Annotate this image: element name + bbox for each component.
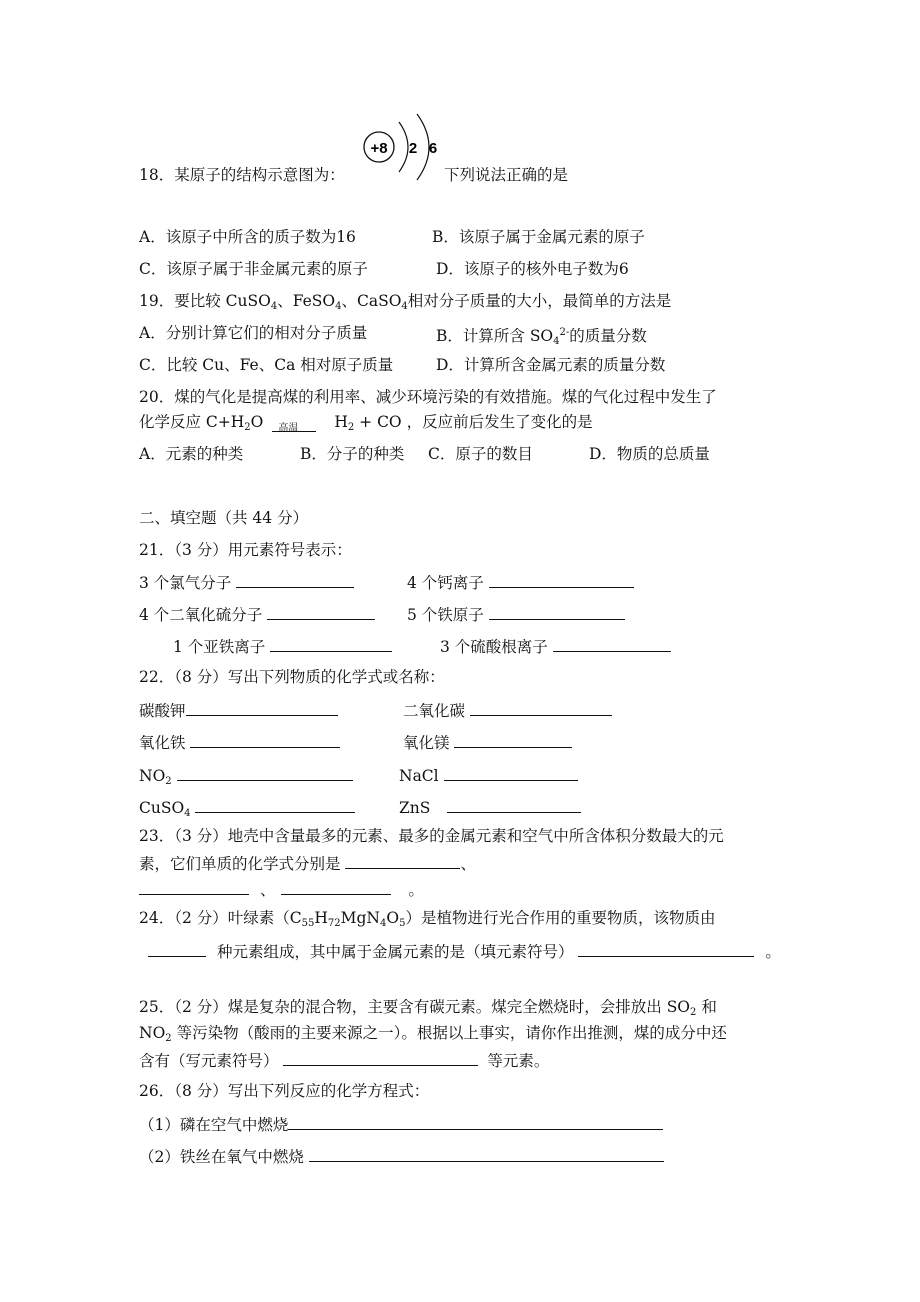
- answer-blank[interactable]: [190, 731, 340, 748]
- q18-stem: [139, 165, 345, 185]
- q21-item2: 4 个钙离子: [407, 571, 634, 593]
- section-2-title: 二、填空题（共 44 分）: [139, 509, 309, 527]
- q20-option-b: B．分子的种类: [300, 445, 405, 463]
- q19-option-c: C．比较 Cu、Fe、Ca 相对原子质量: [139, 356, 394, 374]
- answer-blank[interactable]: [148, 940, 206, 957]
- q18-option-d: D．该原子的核外电子数为6: [436, 260, 629, 278]
- q25-line3: 含有（写元素符号） 等元素。: [139, 1049, 549, 1071]
- answer-blank[interactable]: [283, 1049, 478, 1066]
- answer-blank[interactable]: [470, 699, 612, 716]
- q26-item1: （1）磷在空气中燃烧: [139, 1113, 663, 1135]
- answer-blank[interactable]: [270, 635, 392, 652]
- q21-item3: 4 个二氧化硫分子: [139, 603, 375, 625]
- answer-blank[interactable]: [236, 571, 354, 588]
- answer-blank[interactable]: [345, 852, 460, 869]
- q21-item6: 3 个硫酸根离子: [440, 635, 671, 657]
- answer-blank[interactable]: [177, 764, 353, 781]
- q21-item4: 5 个铁原子: [407, 603, 625, 625]
- answer-blank[interactable]: [195, 796, 355, 813]
- answer-blank[interactable]: [281, 878, 391, 895]
- q22-stem: 22．（8 分）写出下列物质的化学式或名称：: [139, 668, 445, 686]
- answer-blank[interactable]: [454, 731, 572, 748]
- q21-item5: 1 个亚铁离子: [173, 635, 392, 657]
- q20-option-d: D．物质的总质量: [589, 445, 710, 463]
- answer-blank[interactable]: [139, 878, 249, 895]
- shell-arc-2: [417, 114, 429, 180]
- q20-line1: 20．煤的气化是提高煤的利用率、减少环境污染的有效措施。煤的气化过程中发生了: [139, 388, 717, 406]
- q18-stem-b: 下列说法正确的是: [444, 166, 569, 184]
- q18-option-c: C．该原子属于非金属元素的原子: [139, 260, 368, 278]
- q22-item6: NaCl: [399, 764, 578, 786]
- nucleus-charge: +8: [370, 140, 388, 157]
- q22-item5: $NO_2$: [139, 764, 353, 792]
- q19-option-d: D．计算所含金属元素的质量分数: [436, 356, 666, 374]
- answer-blank[interactable]: [553, 635, 671, 652]
- shell2-electrons: 6: [428, 140, 438, 157]
- q23-line3: 、 。: [139, 878, 424, 900]
- q20-line2: 化学反应 $C+H_2O$ 高温 $H_2$ + CO ，反应前后发生了变化的是: [139, 413, 593, 434]
- q22-item7: CuSO$_4$: [139, 796, 355, 824]
- q18-option-a: A．该原子中所含的质子数为16: [139, 228, 356, 246]
- answer-blank[interactable]: [578, 940, 754, 957]
- q26-item2: （2）铁丝在氧气中燃烧: [139, 1145, 664, 1167]
- q22-item1: 碳酸钾: [139, 699, 338, 721]
- q24-line1: 24．（2 分）叶绿素$(C_{55}H_{72}MgN_4O_5)$是植物进行光合作用的重要物质，该物质由: [139, 909, 716, 929]
- q23-line2: 素，它们单质的化学式分别是 、: [139, 852, 476, 874]
- q21-stem: 21．（3 分）用元素符号表示：: [139, 541, 352, 559]
- answer-blank[interactable]: [444, 764, 578, 781]
- answer-blank[interactable]: [288, 1113, 663, 1130]
- answer-blank[interactable]: [447, 796, 581, 813]
- answer-blank[interactable]: [489, 603, 625, 620]
- answer-blank[interactable]: [186, 699, 338, 716]
- q21-item1: 3 个氯气分子: [139, 571, 354, 593]
- q18-option-b: B．该原子属于金属元素的原子: [432, 228, 645, 246]
- atom-structure-diagram: [355, 110, 450, 185]
- q26-stem: 26．（8 分）写出下列反应的化学方程式：: [139, 1082, 430, 1100]
- q19-stem: 19．要比较 CuSO$_4$、FeSO$_4$、CaSO$_4$相对分子质量的大小，最简单的方法是: [139, 292, 672, 312]
- q22-item2: 二氧化碳: [403, 699, 612, 721]
- q20-option-a: A．元素的种类: [139, 445, 244, 463]
- q20-option-c: C．原子的数目: [428, 445, 533, 463]
- q19-option-b: B．计算所含 $SO_4^{2-}$的质量分数: [436, 327, 647, 347]
- answer-blank[interactable]: [309, 1145, 664, 1162]
- shell-arc-1: [399, 122, 408, 172]
- q22-item3: 氧化铁: [139, 731, 340, 753]
- q22-item4: 氧化镁: [403, 731, 572, 753]
- q18-stem-text: 18．某原子的结构示意图为：: [139, 166, 345, 184]
- shell1-electrons: 2: [408, 140, 418, 157]
- q25-line1: 25．（2 分）煤是复杂的混合物，主要含有碳元素。煤完全燃烧时，会排放出 $SO_2$ 和: [139, 998, 717, 1018]
- q25-line2: $NO_2$ 等污染物（酸雨的主要来源之一）。根据以上事实，请你作出推测，煤的成分中还: [139, 1024, 727, 1044]
- q24-line2: 种元素组成，其中属于金属元素的是（填元素符号） 。: [148, 940, 781, 962]
- q19-option-a: A．分别计算它们的相对分子质量: [139, 324, 368, 342]
- q23-line1: 23．（3 分）地壳中含量最多的元素、最多的金属元素和空气中所含体积分数最大的元: [139, 827, 724, 845]
- q22-item8: ZnS: [399, 796, 581, 818]
- answer-blank[interactable]: [267, 603, 375, 620]
- answer-blank[interactable]: [489, 571, 634, 588]
